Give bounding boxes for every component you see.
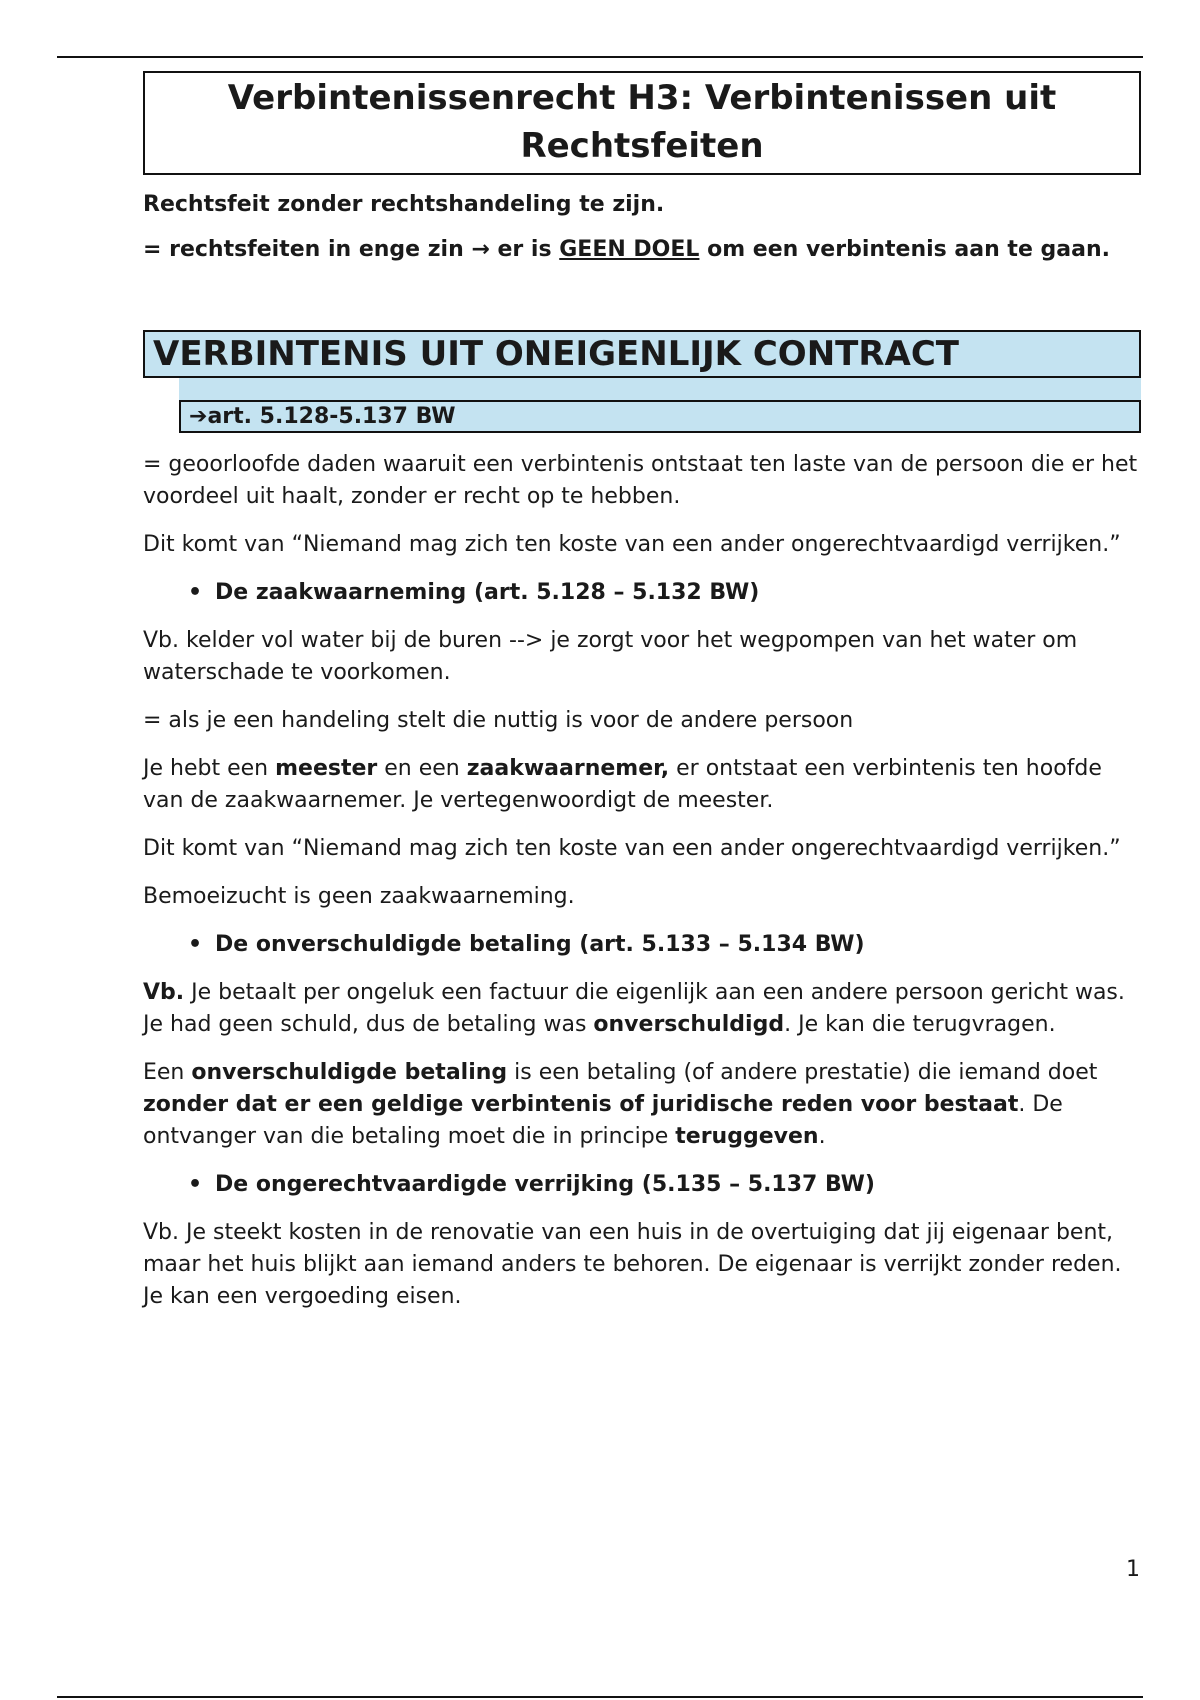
text-run-bold: zonder dat er een geldige verbintenis of juridische reden voor bestaat	[143, 1092, 1019, 1117]
bullet-onverschuldigde-betaling-label: De onverschuldigde betaling (art. 5.133 – 5.134 BW)	[215, 932, 865, 957]
text-run: . De ontvanger van die betaling moet die in principe	[143, 1092, 1063, 1149]
text-run-bold: Vb.	[143, 980, 185, 1005]
intro-line-2-post: om een verbintenis aan te gaan.	[699, 237, 1110, 262]
page-number: 1	[1126, 1557, 1140, 1582]
text-run: is een betaling (of andere prestatie) die iemand doet	[507, 1060, 1098, 1085]
section-subheading	[179, 400, 1141, 433]
text-run: Een	[143, 1060, 192, 1085]
text-run-bold: teruggeven	[675, 1124, 819, 1149]
title-line-1: Verbintenissenrecht H3: Verbintenissen uit	[227, 78, 1057, 118]
arrow-icon: ➔	[189, 404, 208, 429]
text-run: . Je kan die terugvragen.	[784, 1012, 1056, 1037]
text-run-bold: onverschuldigd	[593, 1012, 785, 1037]
paragraph-definition: = geoorloofde daden waaruit een verbintenis ontstaat ten laste van de persoon die er het voordeel uit haalt, zonder er recht op te hebben.	[143, 452, 1138, 509]
text-run-bold: zaakwaarnemer,	[466, 756, 670, 781]
bullet-zaakwaarneming-label: De zaakwaarneming (art. 5.128 – 5.132 BW)	[215, 580, 760, 605]
page-content	[143, 71, 1141, 1313]
bullet-zaakwaarneming	[143, 577, 1141, 609]
intro-geen-doel: GEEN DOEL	[559, 237, 700, 262]
footer-rule	[57, 1696, 1143, 1698]
text-run: en een	[377, 756, 467, 781]
section-heading-shading	[179, 378, 1141, 400]
paragraph-quote-2: Dit komt van “Niemand mag zich ten koste van een ander ongerechtvaardigd verrijken.”	[143, 836, 1121, 861]
intro-line-2	[143, 234, 1141, 266]
text-run: .	[818, 1124, 826, 1149]
bullet-icon: •	[187, 580, 203, 605]
subheading-text: art. 5.128-5.137 BW	[207, 404, 456, 429]
section-heading: VERBINTENIS UIT ONEIGENLIJK CONTRACT	[143, 330, 1141, 378]
paragraph-example-3: Vb. Je steekt kosten in de renovatie van een huis in de overtuiging dat jij eigenaar bent, maar het huis blijkt aan iemand anders te behoren. De eigenaar is verrijkt zonder reden. Je kan een vergoeding eisen.	[143, 1220, 1122, 1309]
bullet-icon: •	[187, 932, 203, 957]
header-rule	[57, 56, 1143, 58]
text-run: Je hebt een	[143, 756, 276, 781]
bullet-ongerechtvaardigde-verrijking	[143, 1169, 1141, 1201]
bullet-ongerechtvaardigde-verrijking-label: De ongerechtvaardigde verrijking (5.135 – 5.137 BW)	[215, 1172, 875, 1197]
intro-line-1: Rechtsfeit zonder rechtshandeling te zijn.	[143, 192, 665, 217]
document-title	[143, 71, 1141, 175]
paragraph-handeling: = als je een handeling stelt die nuttig is voor de andere persoon	[143, 708, 854, 733]
bullet-icon: •	[187, 1172, 203, 1197]
text-run-bold: onverschuldigde betaling	[191, 1060, 508, 1085]
title-line-2: Rechtsfeiten	[520, 126, 764, 166]
paragraph-onverschuldigde-definitie	[143, 1057, 1141, 1153]
text-run-bold: meester	[275, 756, 378, 781]
paragraph-bemoeizucht: Bemoeizucht is geen zaakwaarneming.	[143, 884, 575, 909]
paragraph-meester	[143, 753, 1141, 817]
paragraph-example-2	[143, 977, 1141, 1041]
paragraph-example-1: Vb. kelder vol water bij de buren --> je zorgt voor het wegpompen van het water om waterschade te voorkomen.	[143, 628, 1078, 685]
bullet-onverschuldigde-betaling	[143, 929, 1141, 961]
text-run: er ontstaat een verbintenis ten hoofde van de zaakwaarnemer. Je vertegenwoordigt de meester.	[143, 756, 1102, 813]
intro-line-2-pre: = rechtsfeiten in enge zin → er is	[143, 237, 560, 262]
text-run: Je betaalt per ongeluk een factuur die eigenlijk aan een andere persoon gericht was. Je had geen schuld, dus de betaling was	[143, 980, 1125, 1037]
paragraph-quote-1: Dit komt van “Niemand mag zich ten koste van een ander ongerechtvaardigd verrijken.”	[143, 532, 1121, 557]
